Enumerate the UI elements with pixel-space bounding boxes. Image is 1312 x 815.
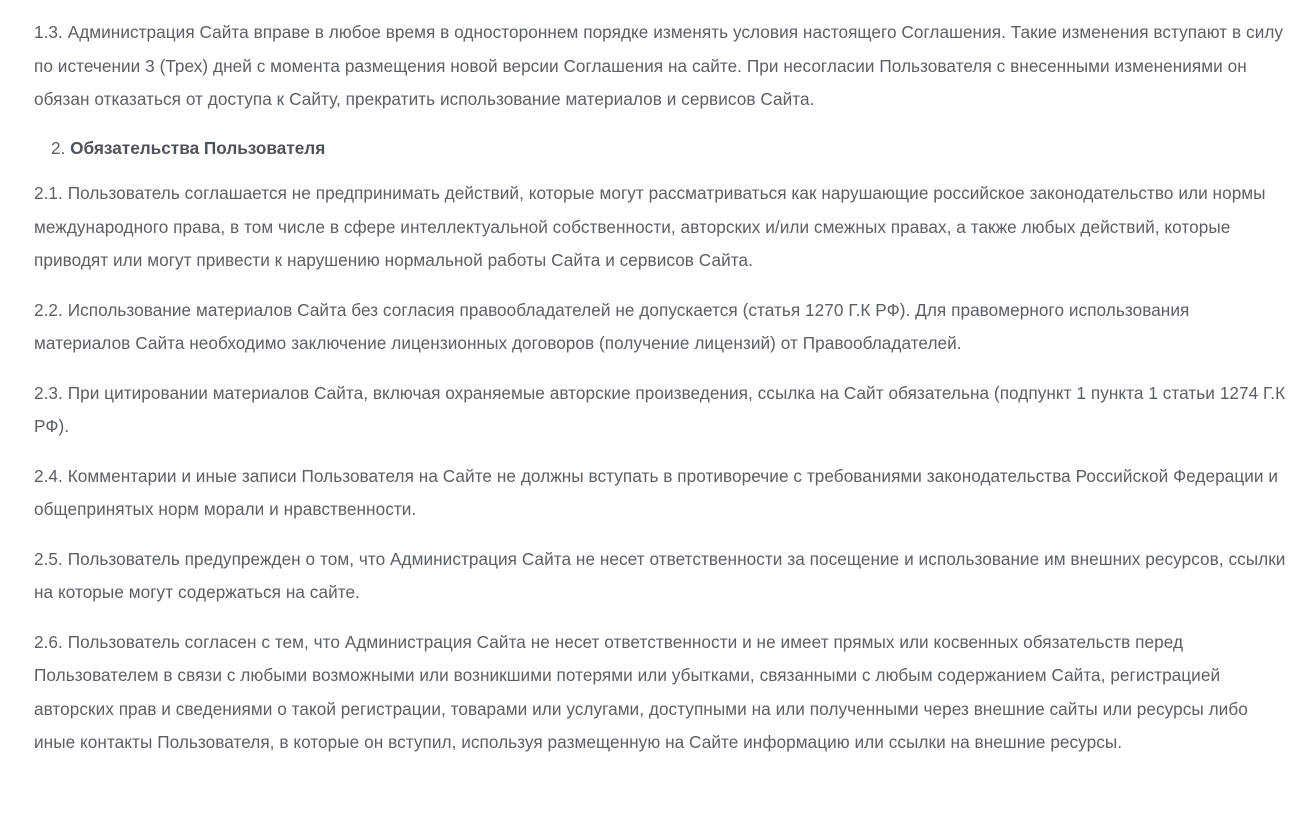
paragraph-2-3: 2.3. При цитировании материалов Сайта, включая охраняемые авторские произведения, ссылка на Сайт обязательна (подпункт 1 пункта 1 статьи 1274 Г.К РФ).	[34, 382, 1286, 436]
paragraph-2-1: 2.1. Пользователь соглашается не предпринимать действий, которые могут рассматриваться как нарушающие российское законодательство или нормы международного права, в том числе в сфере интеллектуальной собственности, авторских и/или смежных правах, а также любых действий, которые приводят или могут привести к нарушению нормальной работы Сайта и сервисов Сайта.	[34, 183, 1266, 270]
paragraph-1-3: 1.3. Администрация Сайта вправе в любое время в одностороннем порядке изменять условия настоящего Соглашения. Такие изменения вступают в силу по истечении 3 (Трех) дней с момента размещения новой версии Соглашения на сайте. При несогласии Пользователя с внесенными изменениями он обязан отказаться от доступа к Сайту, прекратить использование материалов и сервисов Сайта.	[34, 22, 1284, 109]
section-heading	[34, 132, 1290, 166]
section-number: 2.	[51, 137, 66, 158]
paragraph-2-4: 2.4. Комментарии и иные записи Пользователя на Сайте не должны вступать в противоречие с требованиями законодательства Российской Федерации и общепринятых норм морали и нравственности.	[34, 465, 1278, 519]
paragraph-2-6: 2.6. Пользователь согласен с тем, что Администрация Сайта не несет ответственности и не имеет прямых или косвенных обязательств перед Пользователем в связи с любыми возможными или возникшими потерями или убытками, связанными с любым содержанием Сайта, регистрацией авторских прав и сведениями о такой регистрации, товарами или услугами, доступными на или полученными через внешние сайты или ресурсы либо иные контакты Пользователя, в которые он вступил, используя размещенную на Сайте информацию или ссылки на внешние ресурсы.	[34, 631, 1248, 752]
section-title: Обязательства Пользователя	[70, 137, 326, 158]
paragraph-2-5: 2.5. Пользователь предупрежден о том, что Администрация Сайта не несет ответственности за посещение и использование им внешних ресурсов, ссылки на которые могут содержаться на сайте.	[34, 548, 1286, 602]
paragraph-2-2: 2.2. Использование материалов Сайта без согласия правообладателей не допускается (статья 1270 Г.К РФ). Для правомерного использования материалов Сайта необходимо заключение лицензионных договоров (получение лицензий) от Правообладателей.	[34, 299, 1190, 353]
